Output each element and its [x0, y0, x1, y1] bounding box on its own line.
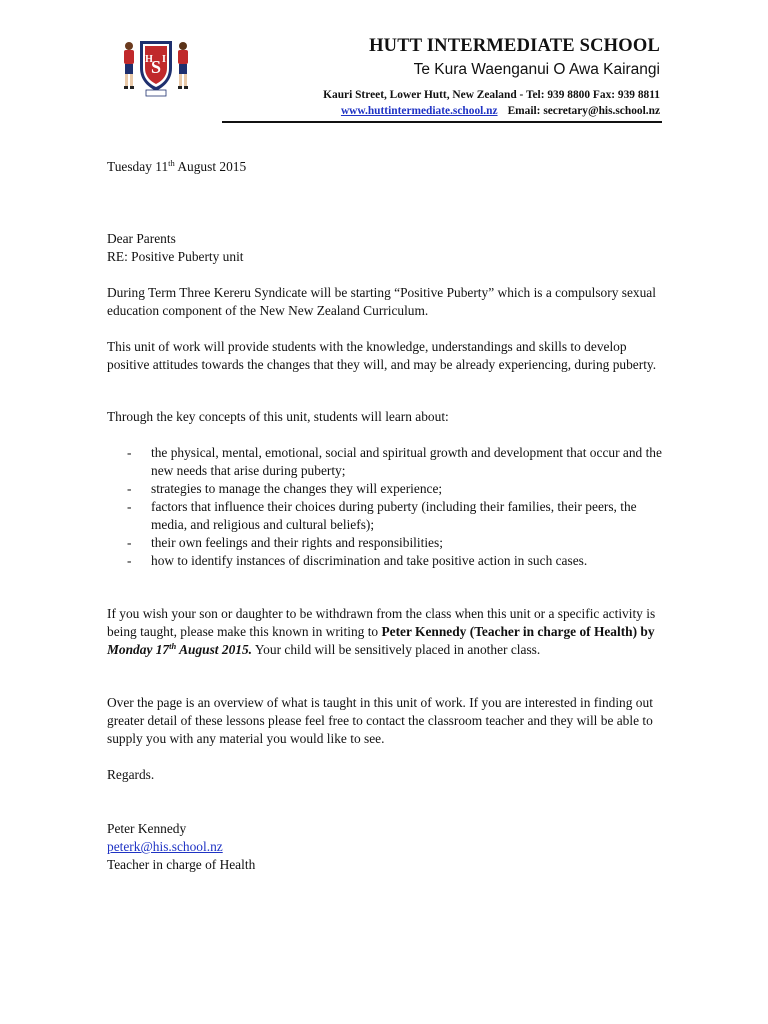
school-address: Kauri Street, Lower Hutt, New Zealand - Tel: 939 8800 Fax: 939 8811: [323, 89, 660, 101]
subject-line: RE: Positive Puberty unit: [107, 249, 244, 264]
paragraph-withdrawal: If you wish your son or daughter to be withdrawn from the class when this unit or a specific activity is being taught, please make this known in writing to Peter Kennedy (Teacher in charge of Health) by Monday 17th August 2015. Your child will be sensitively placed in another class.: [107, 606, 656, 657]
signature-title: Teacher in charge of Health: [107, 857, 256, 872]
paragraph-key-concepts: Through the key concepts of this unit, students will learn about:: [107, 409, 449, 424]
svg-text:I: I: [162, 54, 166, 65]
letterhead-divider: [222, 121, 662, 123]
list-item: - the physical, mental, emotional, social and spiritual growth and development that occur and the new needs that arise during puberty;: [127, 445, 662, 478]
signature-name: Peter Kennedy: [107, 821, 187, 836]
crest-shield: [140, 41, 172, 96]
student-figure-left: [124, 42, 134, 89]
paragraph-overview: Over the page is an overview of what is taught in this unit of work. If you are interested in finding out greater detail of these lessons please feel free to contact the classroom teacher and they will be able to supply you with any material you would like to see.: [107, 695, 653, 746]
list-item: - factors that influence their choices during puberty (including their families, their peers, the media, and religious and cultural beliefs);: [127, 499, 637, 532]
svg-text:H: H: [145, 54, 153, 65]
key-concepts-list: [107, 444, 667, 570]
school-contact-line: [341, 105, 660, 117]
signature-email-link[interactable]: peterk@his.school.nz: [107, 839, 223, 854]
school-maori-name: Te Kura Waenganui O Awa Kairangi: [413, 61, 660, 78]
school-email: Email: secretary@his.school.nz: [507, 105, 660, 117]
list-item: - their own feelings and their rights and responsibilities;: [127, 535, 443, 550]
student-figure-right: [178, 42, 188, 89]
salutation: Dear Parents: [107, 231, 176, 246]
letter-date: Tuesday 11th August 2015: [107, 158, 247, 174]
list-item: - how to identify instances of discrimination and take positive action in such cases.: [127, 553, 588, 568]
closing: Regards.: [107, 767, 155, 782]
school-website-link[interactable]: www.huttintermediate.school.nz: [340, 105, 498, 117]
list-item: - strategies to manage the changes they will experience;: [127, 481, 443, 496]
paragraph-unit-purpose: This unit of work will provide students with the knowledge, understandings and skills to develop positive attitudes towards the changes that they will, and may be already experiencing, during puberty.: [107, 339, 657, 372]
school-logo: [118, 38, 194, 100]
svg-text:S: S: [150, 57, 162, 77]
paragraph-intro: During Term Three Kereru Syndicate will be starting “Positive Puberty” which is a compulsory sexual education component of the New New Zealand Curriculum.: [107, 285, 656, 318]
school-name: HUTT INTERMEDIATE SCHOOL: [369, 36, 660, 56]
